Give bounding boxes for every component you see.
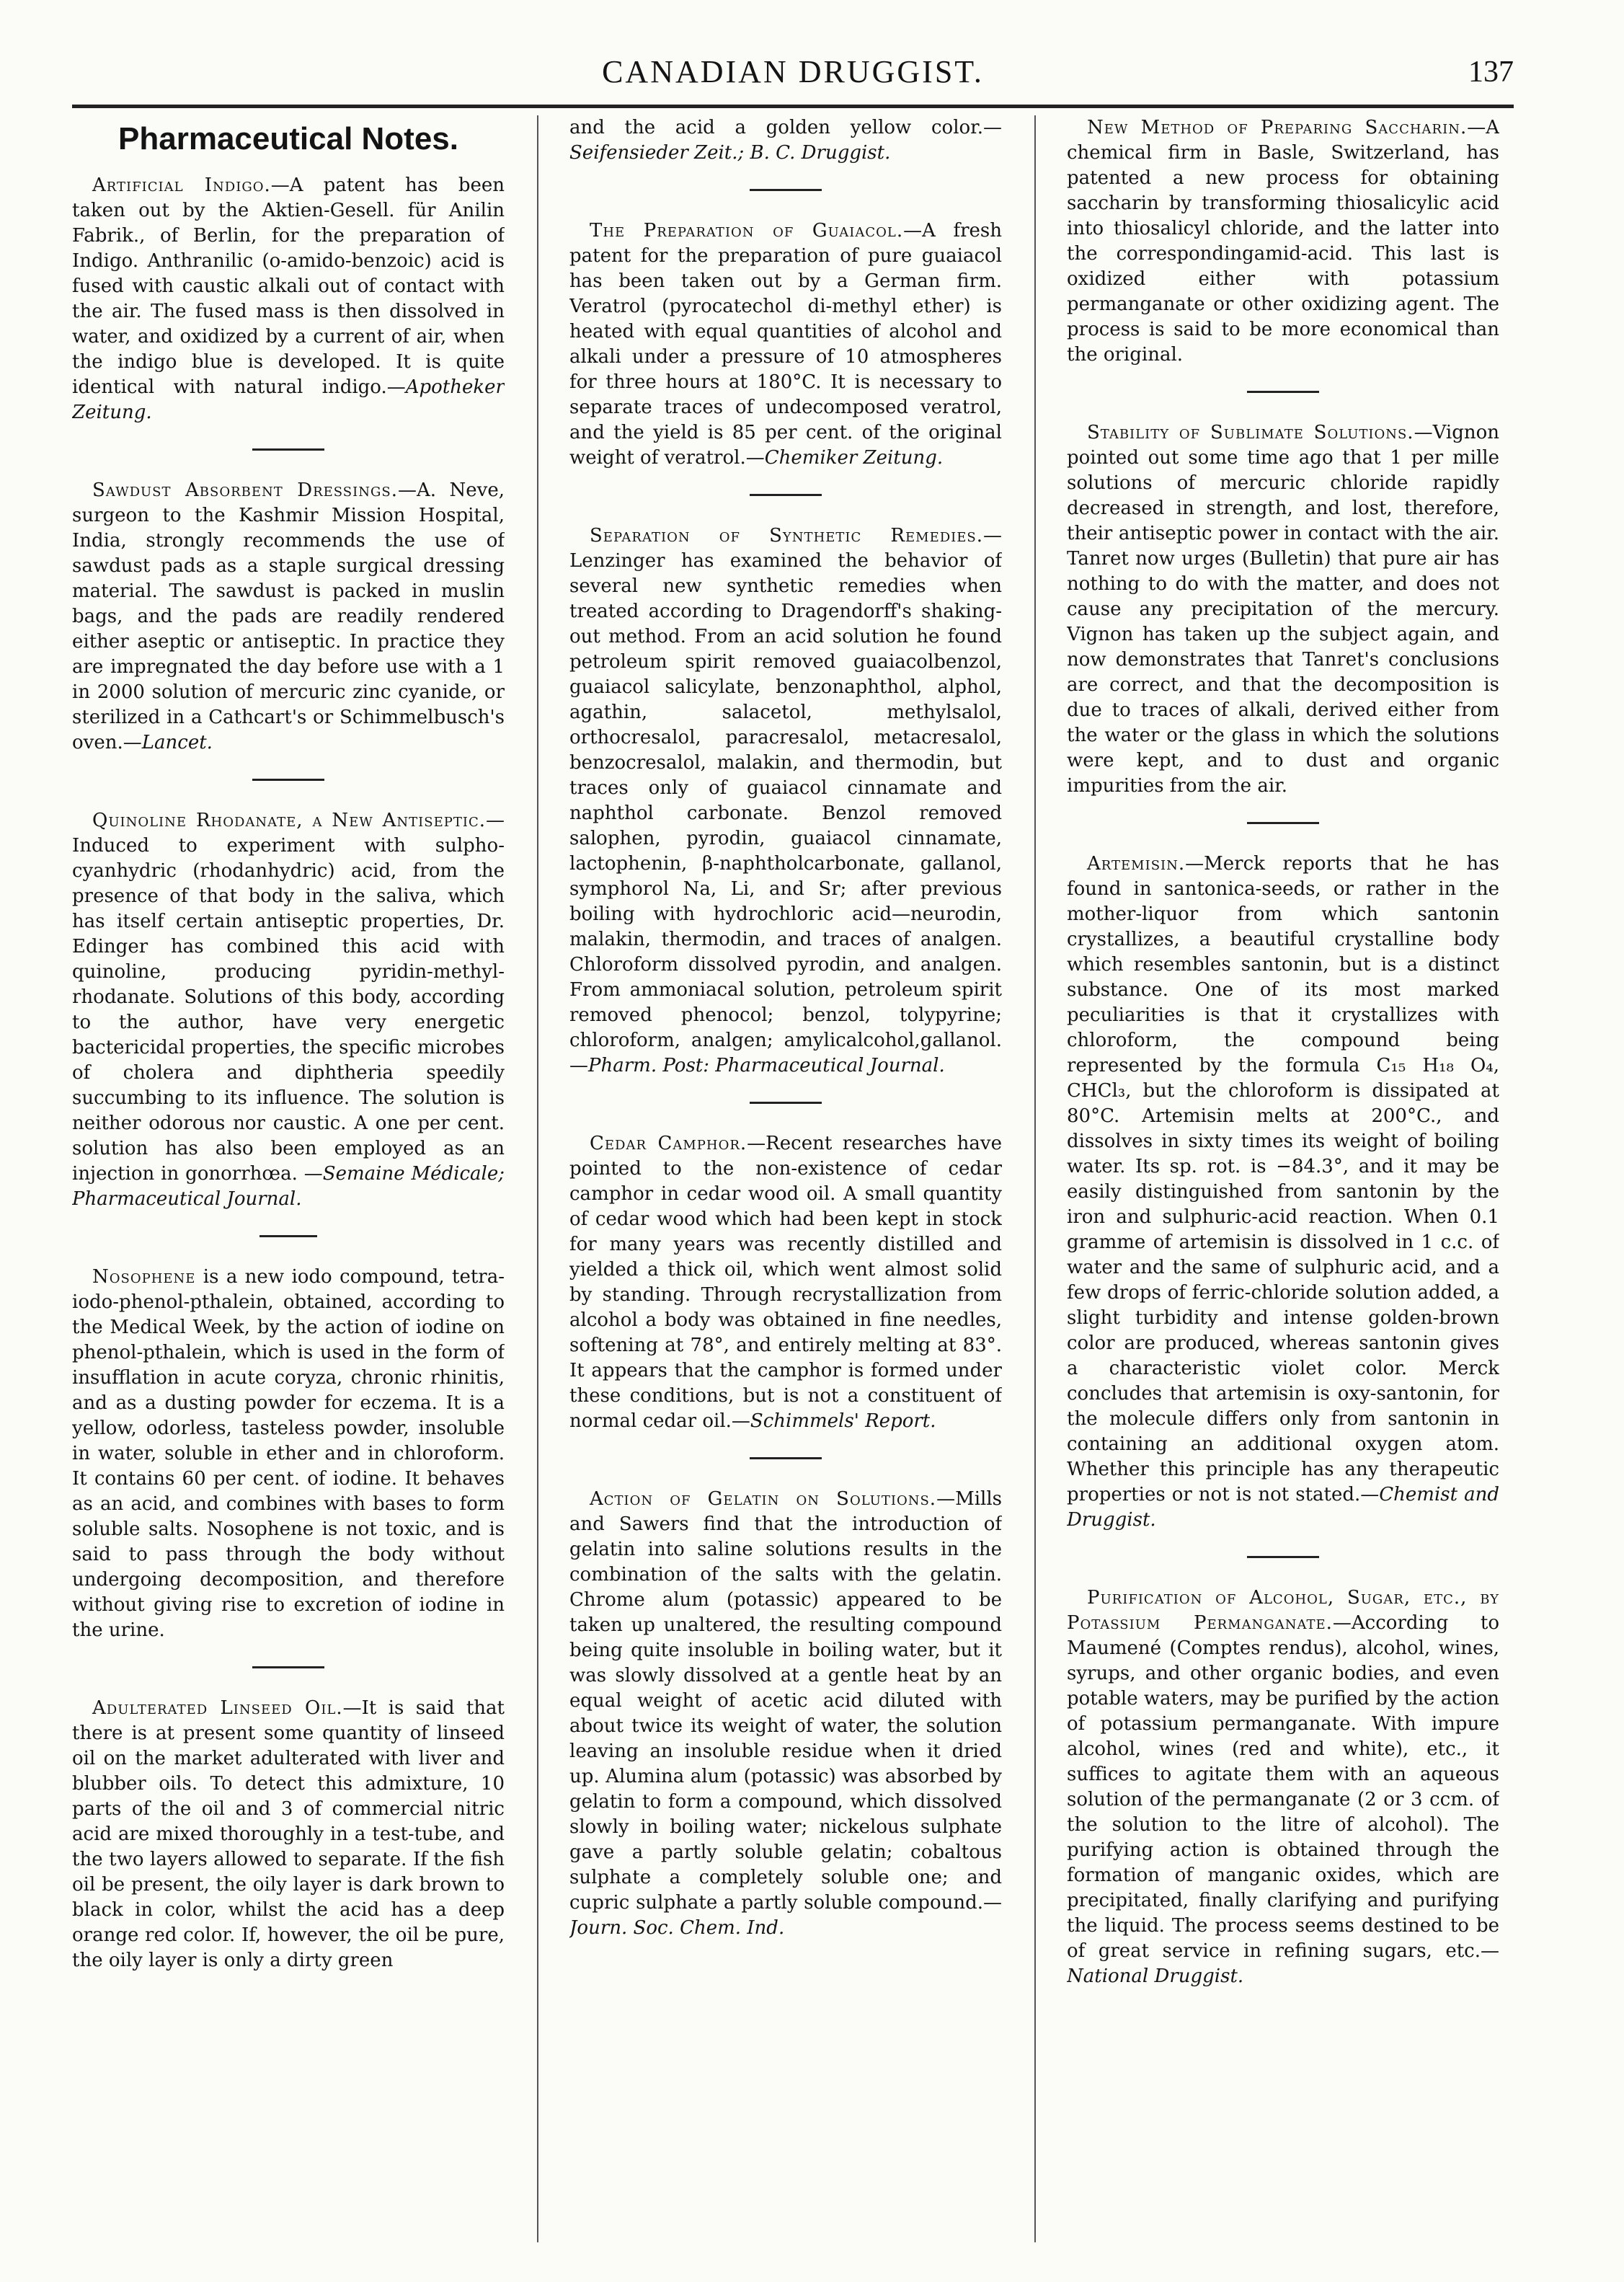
article-saccharin <box>1067 115 1499 368</box>
article-text: —A fresh patent for the preparation of pure guaiacol has been taken out by a German firm. Veratrol (pyrocatechol di-methyl ether) is heated with equal quantities of alcohol and alkali under a pressure of 10 atmospheres for three hours at 180°C. It is necessary to separate traces of undecomposed veratrol, and the yield is 85 per cent. of the original weight of veratrol.— <box>569 220 1002 469</box>
article-body <box>72 478 505 756</box>
article-heading: Action of Gelatin on Solutions. <box>590 1488 937 1510</box>
article-heading: Nosophene <box>92 1266 196 1288</box>
article-text: —Lenzinger has examined the behavior of several new synthetic remedies when treated according to Dragendorff's shaking-out method. From an acid solution he found petroleum spirit removed guaiacolbenzol, guaiacol salicylate, benzonaphthol, alphol, agathin, salacetol, methylsalol, orthocresalol, paracresalol, metacresalol, benzocresalol, malakin, and thermodin, but traces only of guaiacol cinnamate and naphthol carbonate. Benzol removed salophen, pyrodin, guaiacol cinnamate, lactophenin, β-naphtholcarbonate, gallanol, symphorol Na, Li, and Sr; after previous boiling with hydrochloric acid—neurodin, malakin, thermodin, and traces of analgen. Chloroform dissolved pyrodin, and analgen. From ammoniacal solution, petroleum spirit removed phenocol; benzol, tolypyrine; chloroform, analgen; amylicalcohol,gallanol.— <box>569 525 1002 1076</box>
article-text: —It is said that there is at present some quantity of linseed oil on the market adulterated with liver and blubber oils. To detect this admixture, 10 parts of the oil and 3 of commercial nitric acid are mixed thoroughly in a test-tube, and the two layers allowed to separate. If the fish oil be present, the oily layer is dark brown to black in color, whilst the acid has a deep orange red color. If, however, the oil be pure, the oily layer is only a dirty green <box>72 1697 505 1971</box>
article-source: Lancet. <box>141 732 213 753</box>
article-text: and the acid a golden yellow color.— <box>569 117 1002 138</box>
article-body <box>1067 852 1499 1533</box>
columns <box>72 115 1514 2242</box>
article-heading: Cedar Camphor. <box>590 1133 747 1154</box>
article-synthetic-remedies <box>569 523 1002 1079</box>
article-body <box>569 115 1002 166</box>
column-rule <box>537 115 538 2242</box>
article-source: Chemiker Zeitung. <box>764 447 944 469</box>
article-heading: Sawdust Absorbent Dressings. <box>92 479 398 501</box>
separator-rule <box>252 779 324 781</box>
page-number: 137 <box>1468 56 1514 89</box>
article-heading: Artemisin. <box>1087 853 1186 875</box>
article-body <box>1067 420 1499 799</box>
article-body <box>72 1265 505 1643</box>
separator-rule <box>1247 1556 1319 1558</box>
separator-rule <box>750 189 822 191</box>
separator-rule <box>750 494 822 496</box>
section-title: Pharmaceutical Notes. <box>118 121 458 156</box>
running-head <box>72 46 1514 104</box>
article-heading: Purification of Alcohol, Sugar, etc., by Potassium Permanganate. <box>1067 1587 1499 1634</box>
article-text: —Vignon pointed out some time ago that 1 per mille solutions of mercuric chloride rapidly decreased in strength, and lost, therefore, their antiseptic power in contact with the air. Tanret now urges (Bulletin) that pure air has nothing to do with the matter, and does not cause any precipitation of the mercury. Vignon has taken up the subject again, and now demonstrates that Tanret's conclusions are correct, and that the decomposition is due to traces of alkali, derived either from the water or the glass in which the solutions were kept, and to dust and organic impurities from the air. <box>1067 422 1499 797</box>
article-source: Seifensieder Zeit.; B. C. Druggist. <box>569 142 891 164</box>
column-2 <box>569 115 1002 2242</box>
article-artificial-indigo <box>72 173 505 425</box>
article-heading: Quinoline Rhodanate, a New Antiseptic. <box>92 810 486 831</box>
article-purification <box>1067 1586 1499 1989</box>
article-source: National Druggist. <box>1067 1965 1244 1987</box>
article-heading: New Method of Preparing Saccharin. <box>1087 117 1468 138</box>
article-source: Schimmels' Report. <box>750 1410 936 1432</box>
column-3 <box>1067 115 1499 2242</box>
article-heading: Stability of Sublimate Solutions. <box>1087 422 1414 443</box>
article-body <box>569 1487 1002 1941</box>
article-body <box>72 808 505 1212</box>
article-heading: Adulterated Linseed Oil. <box>92 1697 343 1719</box>
article-text: —Mills and Sawers find that the introduction of gelatin into saline solutions results in the combination of the salts with the gelatin. Chrome alum (potassic) appeared to be taken up unaltered, the resulting compound being quite insoluble in boiling water, but it was slowly dissolved at a gentle heat by an equal weight of acetic acid diluted with about twice its weight of water, the solution leaving an insoluble residue when it dried up. Alumina alum (potassic) was absorbed by gelatin to form a compound, which dissolved slowly in boiling water; nickelous sulphate gave a partly soluble gelatin; cobaltous sulphate a completely soluble one; and cupric sulphate a partly soluble compound.— <box>569 1488 1002 1914</box>
article-cedar-camphor <box>569 1131 1002 1434</box>
journal-title: CANADIAN DRUGGIST. <box>602 54 984 89</box>
article-body <box>569 1131 1002 1434</box>
article-text: —Induced to experiment with sulpho-cyanhydric (rhodanhydric) acid, from the presence of that body in the saliva, which has itself certain antiseptic properties, Dr. Edinger has combined this acid with quinoline, producing pyridin-methyl-rhodanate. Solutions of this body, according to the author, have very energetic bactericidal properties, the specific microbes of cholera and diphtheria speedily succumbing to its influence. The solution is neither odorous nor caustic. A one per cent. solution has also been employed as an injection in gonorrhœa. — <box>72 810 505 1185</box>
article-gelatin <box>569 1487 1002 1941</box>
article-heading: Separation of Synthetic Remedies. <box>590 525 983 547</box>
article-artemisin <box>1067 852 1499 1533</box>
article-sawdust <box>72 478 505 756</box>
article-quinoline <box>72 808 505 1212</box>
separator-rule <box>259 1235 317 1237</box>
article-text: —A patent has been taken out by the Aktien-Gesell. für Anilin Fabrik., of Berlin, for the preparation of Indigo. Anthranilic (o-amido-benzoic) acid is fused with caustic alkali out of contact with the air. The fused mass is then dissolved in water, and oxidized by a current of air, when the indigo blue is developed. It is quite identical with natural indigo.— <box>72 174 505 398</box>
article-heading: The Preparation of Guaiacol. <box>590 220 904 242</box>
article-text: —A. Neve, surgeon to the Kashmir Mission Hospital, India, strongly recommends the use of sawdust pads as a staple surgical dressing material. The sawdust is packed in muslin bags, and the pads are readily rendered either aseptic or antiseptic. In practice they are impregnated the day before use with a 1 in 2000 solution of mercuric zinc cyanide, or sterilized in a Cathcart's or Schimmelbusch's oven.— <box>72 479 505 753</box>
column-1 <box>72 115 505 2242</box>
article-nosophene <box>72 1265 505 1643</box>
article-heading: Artificial Indigo. <box>92 174 271 196</box>
separator-rule <box>252 448 324 451</box>
article-body <box>569 523 1002 1079</box>
article-source: Journ. Soc. Chem. Ind. <box>569 1917 785 1939</box>
separator-rule <box>750 1457 822 1459</box>
article-text: —According to Maumené (Comptes rendus), alcohol, wines, syrups, and other organic bodies, and even potable waters, may be purified by the action of potassium permanganate. With impure alcohol, wines (red and white), etc., it suffices to agitate them with an aqueous solution of the permanganate (2 or 3 ccm. of the solution to the litre of alcohol). The purifying action is obtained through the formation of manganic oxides, which are precipitated, finally clarifying and purifying the liquid. The process seems destined to be of great service in refining sugars, etc.— <box>1067 1612 1499 1962</box>
article-body <box>1067 115 1499 368</box>
article-source: Semaine Médicale; Pharmaceutical Journal. <box>72 1163 505 1210</box>
article-body <box>1067 1586 1499 1989</box>
article-text: —A chemical firm in Basle, Switzerland, has patented a new process for obtaining saccharin by transforming thiosalicylic acid into thiosalicyl chloride, and the latter into the correspondingamid-acid. This last is oxidized either with potassium permanganate or other oxidizing agent. The process is said to be more economical than the original. <box>1067 117 1499 366</box>
article-linseed-continued <box>569 115 1002 166</box>
article-body <box>72 173 505 425</box>
article-body <box>569 218 1002 471</box>
article-source: Chemist and Druggist. <box>1067 1484 1499 1531</box>
separator-rule <box>1247 391 1319 393</box>
column-rule <box>1034 115 1036 2242</box>
article-text: —Recent researches have pointed to the non-existence of cedar camphor in cedar wood oil. A small quantity of cedar wood which had been kept in stock for many years was recently distilled and yielded a thick oil, which went almost solid by standing. Through recrystallization from alcohol a body was obtained in fine needles, softening at 78°, and entirely melting at 83°. It appears that the camphor is formed under these conditions, but is not a constituent of normal cedar oil.— <box>569 1133 1002 1432</box>
separator-rule <box>252 1666 324 1668</box>
article-sublimate <box>1067 420 1499 799</box>
article-text: —Merck reports that he has found in santonica-seeds, or rather in the mother-liquor from which santonin crystallizes, a beautiful crystalline body which resembles santonin, but is a distinct substance. One of its most marked peculiarities is that it crystallizes with chloroform, the compound being represented by the formula C₁₅ H₁₈ O₄, CHCl₃, but the chloroform is dissipated at 80°C. Artemisin melts at 200°C., and dissolves in sixty times its weight of boiling water. Its sp. rot. is −84.3°, and it may be easily distinguished from santonin by the iron and sulphuric-acid reaction. When 0.1 gramme of artemisin is dissolved in 1 c.c. of water and the same of sulphuric acid, and a few drops of ferric-chloride solution added, a slight turbidity and intense golden-brown color are produced, whereas santonin gives a characteristic violet color. Merck concludes that artemisin is oxy-santonin, for the molecule differs only from santonin in containing an additional oxygen atom. Whether this principle has any therapeutic properties or not is not stated.— <box>1067 853 1499 1505</box>
separator-rule <box>750 1102 822 1104</box>
article-linseed <box>72 1696 505 1973</box>
article-source: Apotheker Zeitung. <box>72 376 505 423</box>
header-rule <box>72 105 1514 108</box>
article-body <box>72 1696 505 1973</box>
article-guaiacol <box>569 218 1002 471</box>
article-text: is a new iodo compound, tetra-iodo-phenol-pthalein, obtained, according to the Medical Week, by the action of iodine on phenol-pthalein, which is used in the form of insufflation in acute coryza, chronic rhinitis, and as a dusting powder for eczema. It is a yellow, odorless, tasteless powder, insoluble in water, soluble in ether and in chloroform. It contains 60 per cent. of iodine. It behaves as an acid, and combines with bases to form soluble salts. Nosophene is not toxic, and is said to pass through the body without undergoing decomposition, and therefore without giving rise to excretion of iodine in the urine. <box>72 1266 505 1641</box>
separator-rule <box>1247 822 1319 824</box>
article-source: Pharm. Post: Pharmaceutical Journal. <box>588 1055 945 1076</box>
